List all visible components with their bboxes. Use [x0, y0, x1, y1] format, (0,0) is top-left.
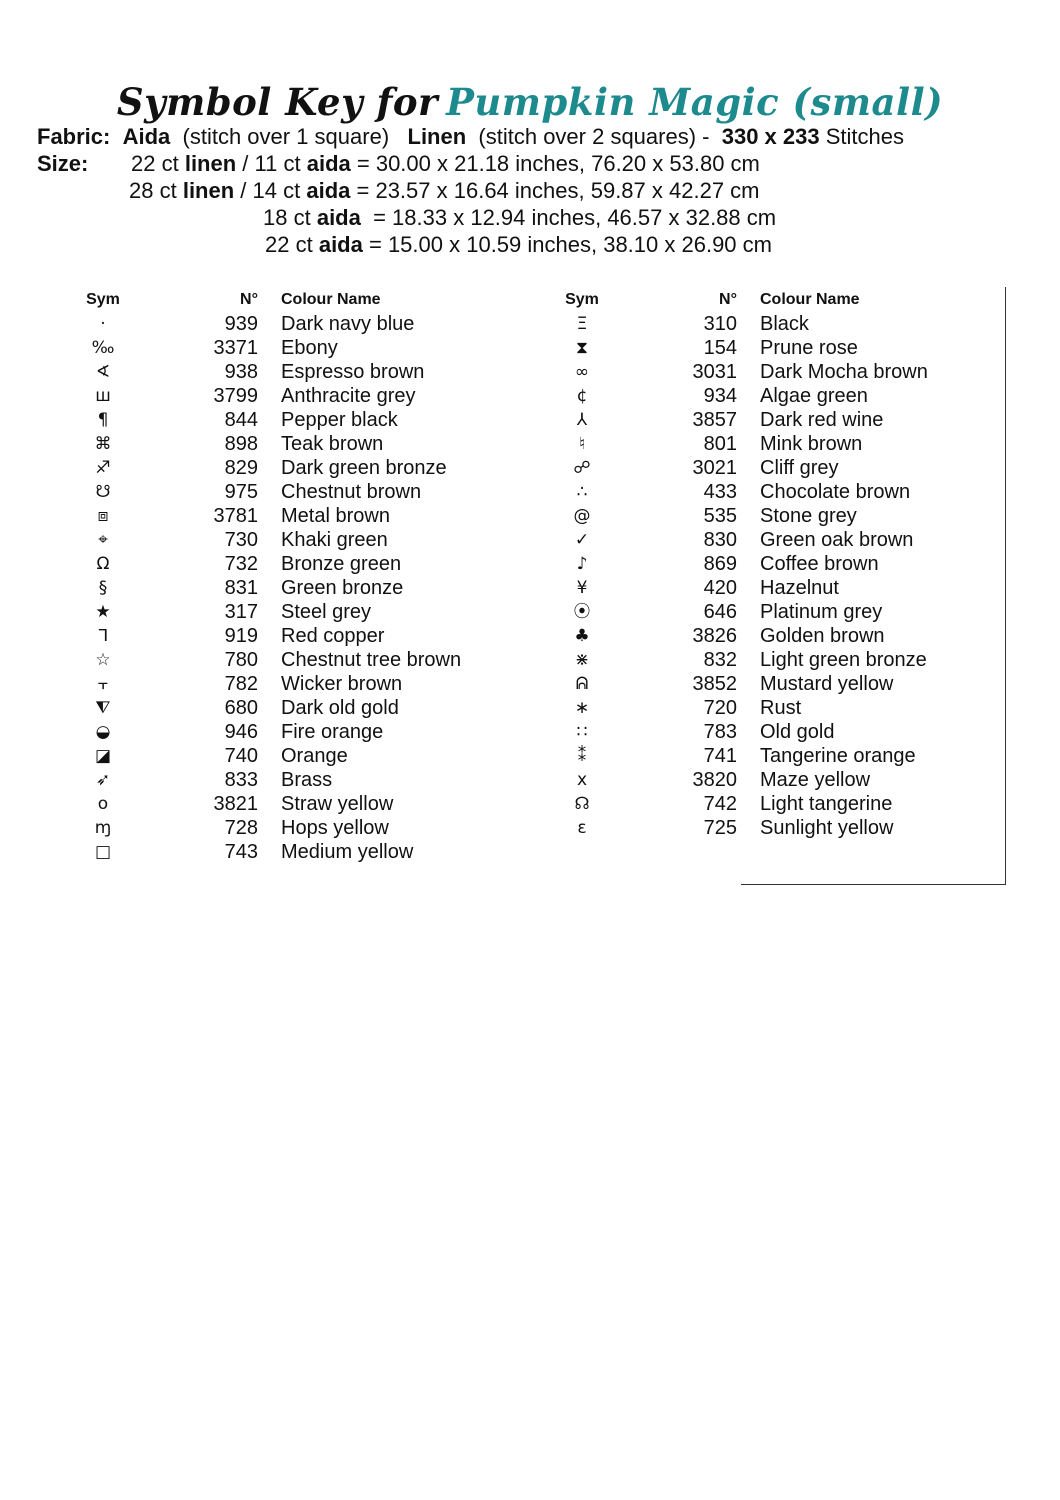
symbol-glyph: ♣	[574, 626, 590, 646]
symbol-glyph: ★	[95, 602, 111, 622]
colour-number: 780	[224, 649, 258, 671]
colour-name: Wicker brown	[281, 673, 403, 695]
colour-name: Old gold	[760, 721, 835, 743]
symbol-glyph: ‰	[91, 338, 115, 358]
colour-number: 732	[224, 553, 258, 575]
fabric-line	[37, 123, 904, 150]
colour-number: 783	[703, 721, 737, 743]
header-number: N°	[240, 291, 258, 308]
colour-name: Coffee brown	[760, 553, 879, 575]
colour-name: Bronze green	[281, 553, 402, 575]
symbol-glyph: ✓	[574, 530, 590, 550]
colour-name: Fire orange	[281, 721, 384, 743]
symbol-glyph: ⦿	[573, 602, 591, 622]
key-frame-right-border	[1005, 287, 1006, 885]
colour-name: Stone grey	[760, 505, 857, 527]
colour-number: 154	[703, 337, 737, 359]
colour-name: Green oak brown	[760, 529, 914, 551]
header-colour-name: Colour Name	[760, 291, 860, 308]
size-count-alt: / 14 ct	[240, 178, 301, 203]
fabric-label: Fabric:	[37, 124, 111, 149]
colour-name: Maze yellow	[760, 769, 871, 791]
key-row	[60, 792, 500, 816]
size-dimensions: = 18.33 x 12.94 inches, 46.57 x 32.88 cm	[373, 205, 777, 230]
symbol-glyph: Ξ	[576, 314, 588, 334]
size-fabric-alt: aida	[306, 178, 351, 203]
key-rows-right	[539, 312, 959, 840]
key-row	[60, 408, 500, 432]
size-fabric: aida	[318, 232, 363, 257]
colour-number: 535	[703, 505, 737, 527]
colour-name: Prune rose	[760, 337, 858, 359]
colour-name: Platinum grey	[760, 601, 883, 623]
colour-number: 743	[224, 841, 258, 863]
colour-name: Green bronze	[281, 577, 404, 599]
key-row	[539, 384, 959, 408]
colour-number: 3021	[692, 457, 737, 479]
size-count: 18 ct	[263, 205, 311, 230]
symbol-glyph: ∞	[574, 362, 590, 382]
symbol-glyph: ш	[95, 386, 111, 406]
colour-name: Teak brown	[281, 433, 384, 455]
key-row	[60, 360, 500, 384]
colour-number: 832	[703, 649, 737, 671]
symbol-glyph: ⌘	[94, 434, 112, 454]
symbol-glyph: ◪	[94, 746, 112, 766]
key-row	[539, 648, 959, 672]
size-fabric-alt: aida	[306, 151, 351, 176]
key-row	[60, 600, 500, 624]
symbol-glyph: ☊	[574, 794, 590, 814]
colour-name: Medium yellow	[281, 841, 414, 863]
key-row	[539, 672, 959, 696]
colour-name: Steel grey	[281, 601, 372, 623]
key-row	[539, 528, 959, 552]
colour-name: Anthracite grey	[281, 385, 416, 407]
header-number: N°	[719, 291, 737, 308]
size-line-1	[37, 150, 760, 177]
symbol-glyph: ⫟	[97, 674, 109, 694]
symbol-glyph: □	[94, 842, 112, 862]
header-colour-name: Colour Name	[281, 291, 381, 308]
symbol-glyph: ♮	[578, 434, 586, 454]
colour-number: 420	[703, 577, 737, 599]
colour-name: Mink brown	[760, 433, 863, 455]
colour-name: Chestnut tree brown	[281, 649, 462, 671]
symbol-glyph: ➶	[95, 770, 111, 790]
symbol-glyph: ⧨	[95, 698, 111, 718]
key-row	[60, 456, 500, 480]
size-count-alt: / 11 ct	[242, 151, 301, 176]
symbol-glyph: ⅄	[576, 410, 588, 430]
colour-number: 938	[224, 361, 258, 383]
colour-name: Black	[760, 313, 809, 335]
colour-number: 844	[224, 409, 258, 431]
key-row	[60, 840, 500, 864]
key-row	[60, 744, 500, 768]
colour-name: Tangerine orange	[760, 745, 916, 767]
symbol-glyph: ∴	[576, 482, 588, 502]
colour-number: 833	[224, 769, 258, 791]
key-row	[60, 312, 500, 336]
key-row	[539, 624, 959, 648]
colour-name: Rust	[760, 697, 802, 719]
colour-number: 829	[224, 457, 258, 479]
key-row	[539, 552, 959, 576]
key-row	[60, 768, 500, 792]
pattern-name: Pumpkin Magic (small)	[446, 80, 944, 124]
symbol-glyph: ⧗	[576, 338, 588, 358]
colour-number: 934	[703, 385, 737, 407]
fabric-linen-note: (stitch over 2 squares) -	[478, 124, 710, 149]
key-row	[60, 648, 500, 672]
colour-name: Pepper black	[281, 409, 398, 431]
size-line-4	[265, 231, 772, 258]
symbol-glyph: ⋇	[574, 650, 590, 670]
size-fabric: aida	[316, 205, 361, 230]
stitches-word: Stitches	[825, 124, 904, 149]
symbol-glyph: ☆	[95, 650, 111, 670]
key-frame-bottom-border	[741, 884, 1006, 885]
colour-number: 720	[703, 697, 737, 719]
size-line-3	[263, 204, 776, 231]
colour-name: Light tangerine	[760, 793, 893, 815]
symbol-glyph: ∗	[574, 698, 590, 718]
title-prefix: Symbol Key for	[116, 80, 439, 124]
key-row	[539, 480, 959, 504]
colour-name: Dark green bronze	[281, 457, 447, 479]
size-dimensions: = 23.57 x 16.64 inches, 59.87 x 42.27 cm	[356, 178, 760, 203]
key-row	[539, 720, 959, 744]
colour-name: Golden brown	[760, 625, 885, 647]
colour-name: Chocolate brown	[760, 481, 911, 503]
colour-name: Light green bronze	[760, 649, 927, 671]
colour-number: 646	[703, 601, 737, 623]
header-sym: Sym	[86, 291, 120, 308]
symbol-key-left-column	[60, 288, 500, 864]
colour-number: 939	[224, 313, 258, 335]
size-label: Size:	[37, 151, 89, 176]
size-fabric: linen	[184, 151, 237, 176]
symbol-glyph: ¶	[97, 410, 109, 430]
colour-name: Hops yellow	[281, 817, 389, 839]
key-row	[539, 360, 959, 384]
colour-number: 730	[224, 529, 258, 551]
size-count: 22 ct	[131, 151, 179, 176]
key-row	[539, 456, 959, 480]
colour-name: Red copper	[281, 625, 385, 647]
key-row	[60, 480, 500, 504]
colour-number: 310	[703, 313, 737, 335]
key-row	[539, 504, 959, 528]
key-row	[539, 600, 959, 624]
symbol-glyph: ◒	[95, 722, 111, 742]
colour-number: 3820	[692, 769, 737, 791]
symbol-glyph: ᕱ	[575, 674, 589, 694]
symbol-glyph: ∢	[95, 362, 111, 382]
colour-number: 830	[703, 529, 737, 551]
symbol-glyph: ᒣ	[97, 626, 109, 646]
header-sym: Sym	[565, 291, 599, 308]
symbol-glyph: ♪	[576, 554, 588, 574]
symbol-glyph: ⧈	[97, 506, 109, 526]
colour-name: Brass	[281, 769, 333, 791]
colour-name: Hazelnut	[760, 577, 839, 599]
colour-number: 975	[224, 481, 258, 503]
colour-name: Mustard yellow	[760, 673, 894, 695]
symbol-glyph: ⌖	[98, 530, 108, 550]
colour-name: Dark navy blue	[281, 313, 415, 335]
colour-number: 801	[703, 433, 737, 455]
colour-name: Dark old gold	[281, 697, 399, 719]
symbol-glyph: ☍	[573, 458, 591, 478]
key-row	[60, 696, 500, 720]
fabric-aida: Aida	[122, 124, 171, 149]
colour-number: 3857	[692, 409, 737, 431]
colour-number: 728	[224, 817, 258, 839]
colour-number: 831	[224, 577, 258, 599]
symbol-glyph: ⁑	[577, 746, 587, 766]
colour-number: 3371	[213, 337, 258, 359]
symbol-glyph: ɛ	[577, 818, 587, 838]
fabric-aida-note: (stitch over 1 square)	[182, 124, 390, 149]
colour-number: 898	[224, 433, 258, 455]
symbol-glyph: ɱ	[94, 818, 112, 838]
colour-number: 869	[703, 553, 737, 575]
key-row	[60, 552, 500, 576]
key-row	[539, 696, 959, 720]
key-row	[539, 792, 959, 816]
colour-name: Dark Mocha brown	[760, 361, 928, 383]
key-row	[539, 768, 959, 792]
colour-number: 3826	[692, 625, 737, 647]
key-row	[539, 336, 959, 360]
key-row	[60, 720, 500, 744]
stitch-count: 330 x 233	[721, 124, 820, 149]
colour-name: Dark red wine	[760, 409, 884, 431]
key-row	[539, 408, 959, 432]
size-fabric: linen	[182, 178, 235, 203]
symbol-glyph: o	[97, 794, 109, 814]
key-row	[539, 432, 959, 456]
colour-name: Sunlight yellow	[760, 817, 894, 839]
colour-number: 3821	[213, 793, 258, 815]
colour-name: Chestnut brown	[281, 481, 422, 503]
colour-number: 680	[224, 697, 258, 719]
symbol-key-right-column	[539, 288, 959, 840]
colour-name: Cliff grey	[760, 457, 839, 479]
size-count: 22 ct	[265, 232, 313, 257]
colour-number: 782	[224, 673, 258, 695]
colour-name: Algae green	[760, 385, 868, 407]
colour-number: 3031	[692, 361, 737, 383]
size-count: 28 ct	[129, 178, 177, 203]
key-row	[60, 528, 500, 552]
symbol-glyph: x	[576, 770, 588, 790]
colour-number: 317	[224, 601, 258, 623]
symbol-glyph: ¢	[576, 386, 588, 406]
key-row	[60, 384, 500, 408]
colour-name: Straw yellow	[281, 793, 394, 815]
fabric-linen: Linen	[407, 124, 467, 149]
key-row	[60, 504, 500, 528]
key-row	[539, 576, 959, 600]
colour-name: Ebony	[281, 337, 338, 359]
colour-number: 946	[224, 721, 258, 743]
symbol-glyph: ☋	[95, 482, 111, 502]
key-row	[60, 432, 500, 456]
colour-name: Metal brown	[281, 505, 390, 527]
colour-number: 741	[703, 745, 737, 767]
key-header	[60, 288, 500, 312]
colour-name: Khaki green	[281, 529, 388, 551]
symbol-glyph: §	[98, 578, 108, 598]
symbol-glyph: ∷	[576, 722, 588, 742]
colour-number: 433	[703, 481, 737, 503]
size-dimensions: = 15.00 x 10.59 inches, 38.10 x 26.90 cm	[368, 232, 772, 257]
page-title	[0, 74, 1060, 130]
key-row	[60, 576, 500, 600]
colour-name: Espresso brown	[281, 361, 425, 383]
symbol-glyph: ¥	[576, 578, 588, 598]
key-row	[60, 336, 500, 360]
key-row	[60, 816, 500, 840]
colour-number: 740	[224, 745, 258, 767]
key-row	[60, 624, 500, 648]
symbol-glyph: ♐	[95, 458, 111, 478]
key-rows-left	[60, 312, 500, 864]
symbol-glyph: Ω	[96, 554, 110, 574]
colour-name: Orange	[281, 745, 348, 767]
colour-number: 742	[703, 793, 737, 815]
colour-number: 3799	[213, 385, 258, 407]
key-row	[60, 672, 500, 696]
size-dimensions: = 30.00 x 21.18 inches, 76.20 x 53.80 cm	[356, 151, 760, 176]
key-row	[539, 744, 959, 768]
size-line-2	[129, 177, 760, 204]
symbol-glyph: ·	[100, 314, 106, 334]
colour-number: 3781	[213, 505, 258, 527]
colour-number: 3852	[692, 673, 737, 695]
colour-number: 725	[703, 817, 737, 839]
key-row	[539, 312, 959, 336]
key-header	[539, 288, 959, 312]
colour-number: 919	[224, 625, 258, 647]
key-row	[539, 816, 959, 840]
symbol-glyph: @	[573, 506, 591, 526]
